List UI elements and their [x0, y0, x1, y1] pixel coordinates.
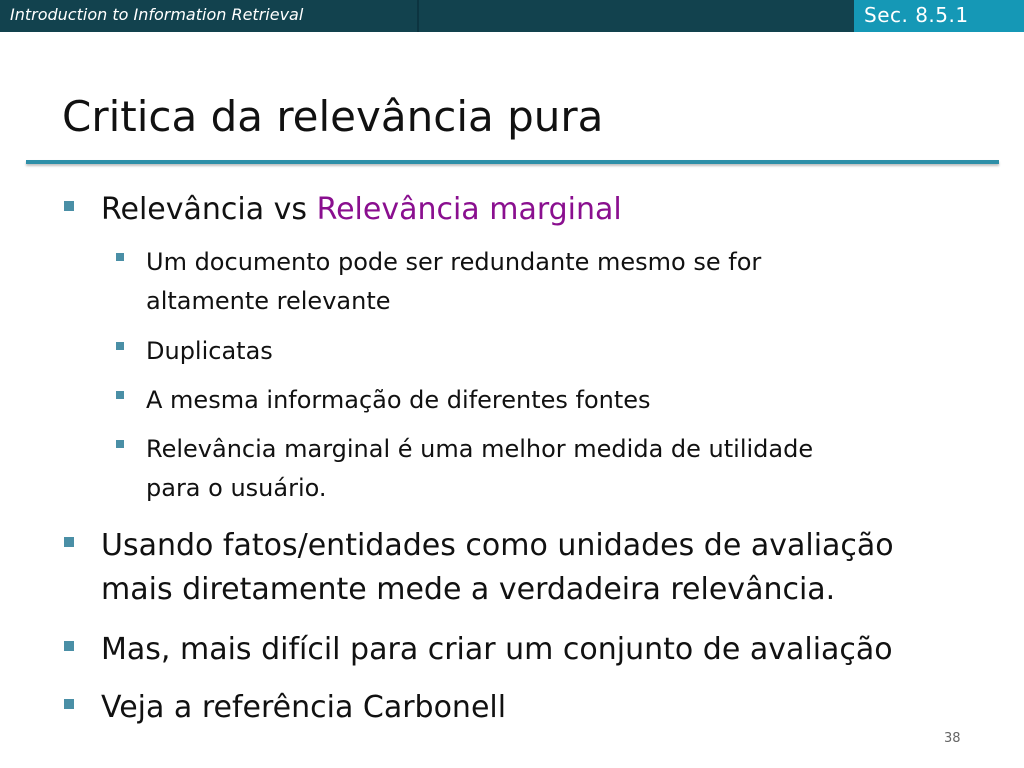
sub-bullet-mesma-informacao [146, 381, 651, 420]
sub-bullet-redundante [146, 243, 761, 321]
sub-bullet-line: A mesma informação de diferentes fontes [146, 386, 651, 414]
sub-bullet-line: Duplicatas [146, 337, 273, 365]
bullet-highlight: Relevância marginal [316, 192, 622, 227]
sub-bullet-line: altamente relevante [146, 287, 391, 315]
sub-bullet-line: para o usuário. [146, 474, 327, 502]
bullet-marker [116, 342, 124, 350]
page-number: 38 [944, 731, 961, 746]
bullet-marker [64, 201, 74, 211]
bullet-usando-fatos [101, 524, 894, 612]
bullet-line: Usando fatos/entidades como unidades de avaliação [101, 528, 894, 563]
bullet-marker [116, 253, 124, 261]
bullet-line: Veja a referência Carbonell [101, 690, 507, 725]
course-title: Introduction to Information Retrieval [10, 5, 304, 24]
bullet-marker [116, 440, 124, 448]
bullet-mas-mais-dificil [101, 628, 893, 672]
header-bar [0, 0, 1024, 32]
bullet-relevancia-vs [101, 188, 622, 232]
bullet-prefix: Relevância vs [101, 192, 317, 227]
sub-bullet-line: Relevância marginal é uma melhor medida de utilidade [146, 435, 814, 463]
bullet-line: mais diretamente mede a verdadeira relevância. [101, 572, 836, 607]
slide-title: Critica da relevância pura [62, 92, 604, 141]
section-badge [854, 0, 1024, 32]
header-divider [417, 0, 419, 32]
sub-bullet-relevancia-marginal [146, 430, 813, 508]
bullet-line: Mas, mais difícil para criar um conjunto de avaliação [101, 632, 893, 667]
bullet-marker [116, 391, 124, 399]
bullet-veja-referencia [101, 686, 506, 730]
bullet-marker [64, 699, 74, 709]
bullet-marker [64, 537, 74, 547]
title-underline [26, 160, 999, 164]
bullet-marker [64, 641, 74, 651]
section-label: Sec. 8.5.1 [864, 3, 969, 27]
sub-bullet-duplicatas [146, 332, 273, 371]
sub-bullet-line: Um documento pode ser redundante mesmo se for [146, 248, 762, 276]
